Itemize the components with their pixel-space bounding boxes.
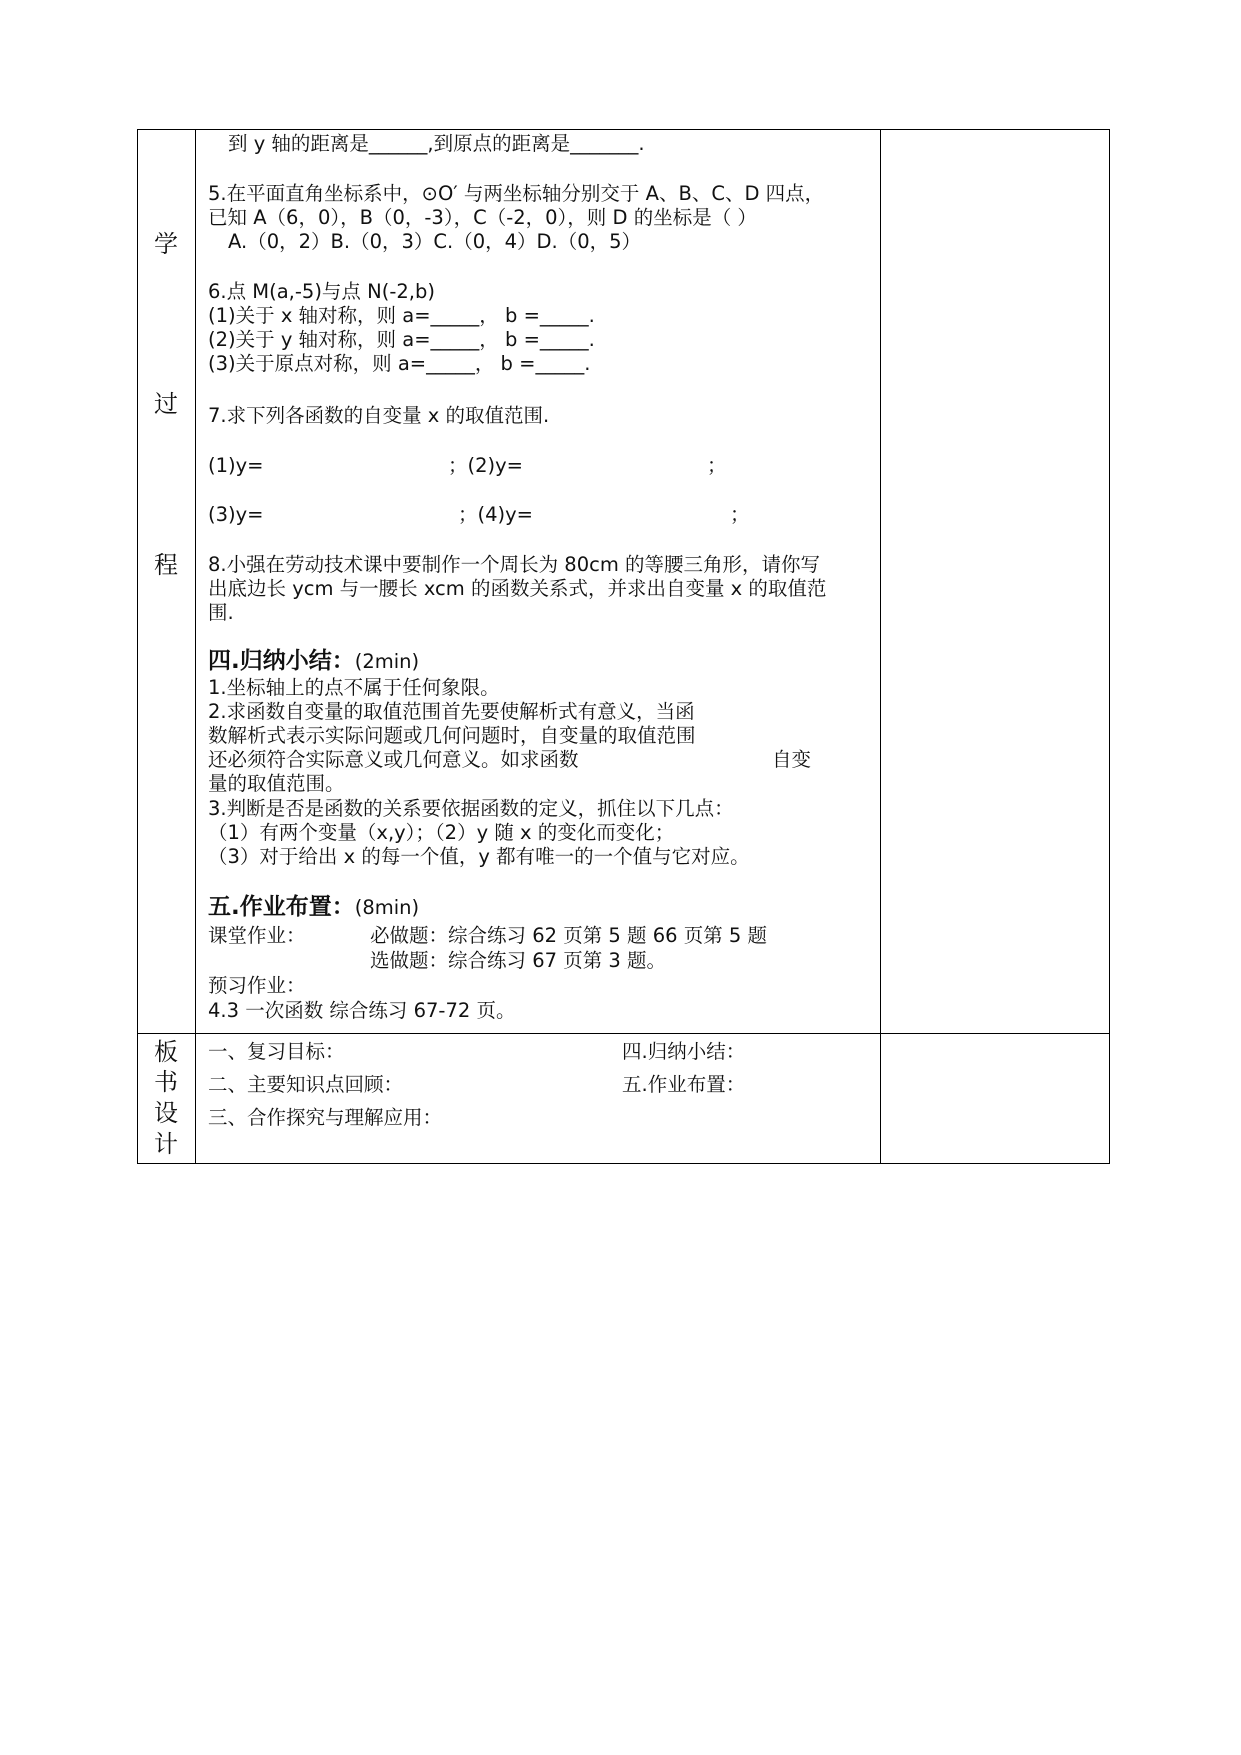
question-5-line-1: 5.在平面直角坐标系中，⊙O′ 与两坐标轴分别交于 A、B、C、D 四点， — [208, 182, 825, 205]
question-7-part-4: ；(4)y= — [458, 503, 534, 526]
homework-class-label: 课堂作业： — [208, 924, 306, 947]
side-label-board-1: 板 — [154, 1038, 178, 1066]
question-8-line-2: 出底边长 ycm 与一腰长 xcm 的函数关系式，并求出自变量 x 的取值范 — [208, 577, 827, 600]
homework-preview-label: 预习作业： — [208, 974, 306, 997]
homework-time: (8min) — [354, 896, 420, 919]
question-7-stem: 7.求下列各函数的自变量 x 的取值范围. — [208, 404, 550, 427]
side-label-board-4: 计 — [154, 1130, 178, 1158]
summary-line-3: 数解析式表示实际问题或几何问题时，自变量的取值范围 — [208, 724, 696, 747]
table-border-right — [1109, 129, 1110, 1164]
board-item-4: 四.归纳小结： — [622, 1040, 746, 1063]
board-item-2: 二、主要知识点回顾： — [208, 1073, 404, 1096]
question-5-line-2: 已知 A（6，0），B（0，-3），C（-2，0），则 D 的坐标是（ ） — [208, 206, 757, 229]
question-5-options: A.（0，2）B.（0，3）C.（0，4）D.（0，5） — [228, 230, 642, 253]
question-6-part-2: (2)关于 y 轴对称，则 a=_____， b =_____. — [208, 328, 595, 351]
question-6-part-1: (1)关于 x 轴对称，则 a=_____， b =_____. — [208, 304, 595, 327]
summary-line-2: 2.求函数自变量的取值范围首先要使解析式有意义，当函 — [208, 700, 695, 723]
question-6-stem: 6.点 M(a,-5)与点 N(-2,b) — [208, 280, 435, 303]
homework-optional: 选做题：综合练习 67 页第 3 题。 — [370, 949, 667, 972]
board-item-1: 一、复习目标： — [208, 1040, 345, 1063]
question-6-part-3: (3)关于原点对称，则 a=_____， b =_____. — [208, 352, 591, 375]
question-7-part-2: ；(2)y= — [448, 454, 524, 477]
side-label-process-2: 过 — [154, 390, 178, 418]
question-7-part-3: (3)y= — [208, 503, 264, 526]
table-border-top — [137, 129, 1110, 130]
homework-required: 必做题：综合练习 62 页第 5 题 66 页第 5 题 — [370, 924, 768, 947]
summary-heading — [208, 647, 419, 676]
summary-line-5: 量的取值范围。 — [208, 772, 345, 795]
side-label-process-1: 学 — [154, 230, 178, 258]
homework-heading-text: 五.作业布置： — [208, 894, 355, 920]
question-8-line-1: 8.小强在劳动技术课中要制作一个周长为 80cm 的等腰三角形，请你写 — [208, 553, 821, 576]
question-7-part-2-end: ； — [707, 454, 727, 477]
summary-line-6: 3.判断是否是函数的关系要依据函数的定义，抓住以下几点： — [208, 797, 734, 820]
question-8-line-3: 围. — [208, 601, 234, 624]
question-4-tail: 到 y 轴的距离是______,到原点的距离是_______. — [228, 132, 645, 155]
summary-line-4: 还必须符合实际意义或几何意义。如求函数 — [208, 748, 579, 771]
summary-line-7: （1）有两个变量（x,y）；（2）y 随 x 的变化而变化； — [208, 821, 675, 844]
homework-preview: 4.3 一次函数 综合练习 67-72 页。 — [208, 999, 516, 1022]
table-row-divider — [137, 1033, 1110, 1034]
table-col-divider-1 — [195, 129, 196, 1164]
summary-line-1: 1.坐标轴上的点不属于任何象限。 — [208, 676, 500, 699]
question-7-part-4-end: ； — [730, 503, 750, 526]
summary-line-8: （3）对于给出 x 的每一个值，y 都有唯一的一个值与它对应。 — [208, 845, 750, 868]
board-item-5: 五.作业布置： — [622, 1073, 746, 1096]
summary-line-4-end: 自变 — [772, 748, 812, 771]
summary-heading-text: 四.归纳小结： — [208, 648, 355, 674]
side-label-board-3: 设 — [154, 1099, 178, 1127]
question-7-part-1: (1)y= — [208, 454, 264, 477]
table-border-bottom — [137, 1163, 1110, 1164]
side-label-board-2: 书 — [154, 1068, 178, 1096]
board-item-3: 三、合作探究与理解应用： — [208, 1106, 443, 1129]
table-col-divider-2 — [880, 129, 881, 1164]
summary-time: (2min) — [354, 650, 420, 673]
table-border-left — [137, 129, 138, 1164]
homework-heading — [208, 893, 419, 922]
side-label-process-3: 程 — [154, 551, 178, 579]
